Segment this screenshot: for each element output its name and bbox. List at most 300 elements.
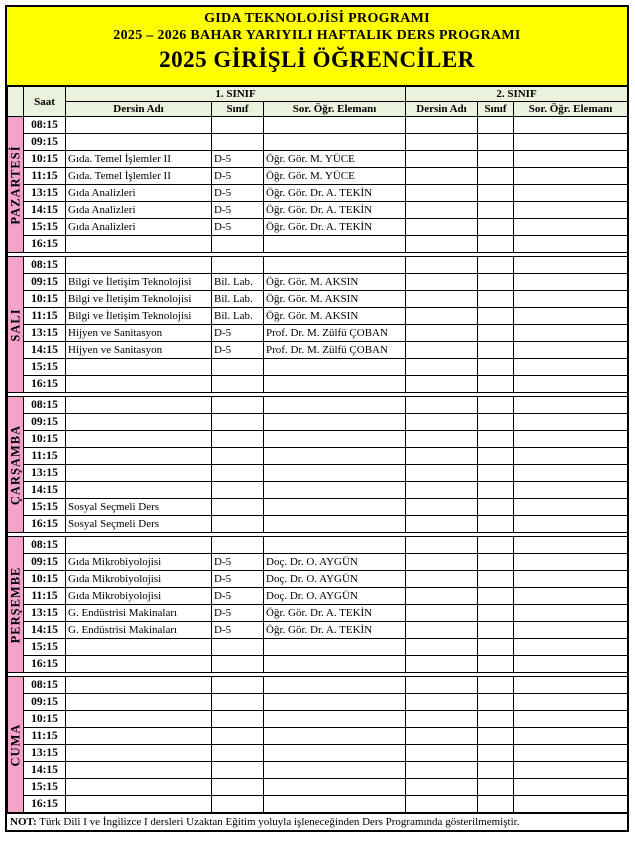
class1-course-cell: Hijyen ve Sanitasyon <box>66 325 212 342</box>
class2-lecturer-cell <box>514 325 628 342</box>
table-row <box>8 694 628 711</box>
class1-lecturer-cell: Prof. Dr. M. Zülfü ÇOBAN <box>264 325 406 342</box>
class2-course-cell <box>406 762 478 779</box>
table-row <box>8 308 628 325</box>
class2-room-cell <box>478 499 514 516</box>
class2-course-header: Dersin Adı <box>406 102 478 117</box>
class2-course-cell <box>406 431 478 448</box>
time-cell: 13:15 <box>24 185 66 202</box>
class2-course-cell <box>406 308 478 325</box>
time-cell: 10:15 <box>24 711 66 728</box>
class2-course-cell <box>406 588 478 605</box>
schedule-table <box>7 86 628 813</box>
time-cell: 08:15 <box>24 397 66 414</box>
time-cell: 08:15 <box>24 677 66 694</box>
class2-lecturer-cell <box>514 588 628 605</box>
class1-lecturer-cell <box>264 537 406 554</box>
class1-room-cell <box>212 448 264 465</box>
class1-room-cell <box>212 499 264 516</box>
class1-lecturer-cell <box>264 448 406 465</box>
class2-lecturer-cell <box>514 571 628 588</box>
class1-lecturer-cell <box>264 414 406 431</box>
class1-lecturer-cell <box>264 711 406 728</box>
class1-room-cell <box>212 397 264 414</box>
class2-lecturer-cell <box>514 291 628 308</box>
class1-room-cell <box>212 431 264 448</box>
footer-note <box>7 813 627 830</box>
class1-lecturer-cell: Öğr. Gör. Dr. A. TEKİN <box>264 622 406 639</box>
class2-lecturer-cell <box>514 762 628 779</box>
class2-room-cell <box>478 151 514 168</box>
table-row <box>8 482 628 499</box>
class1-lecturer-cell <box>264 745 406 762</box>
class1-lecturer-cell: Doç. Dr. O. AYGÜN <box>264 554 406 571</box>
class1-course-cell: Gıda Analizleri <box>66 202 212 219</box>
class2-course-cell <box>406 622 478 639</box>
class2-course-cell <box>406 168 478 185</box>
class2-course-cell <box>406 677 478 694</box>
class1-lecturer-header: Sor. Öğr. Elemanı <box>264 102 406 117</box>
class2-course-cell <box>406 359 478 376</box>
class1-room-cell <box>212 117 264 134</box>
table-row <box>8 588 628 605</box>
class1-course-cell <box>66 236 212 253</box>
class1-course-cell <box>66 257 212 274</box>
class1-course-cell <box>66 134 212 151</box>
time-cell: 10:15 <box>24 151 66 168</box>
class1-lecturer-cell <box>264 656 406 673</box>
time-cell: 13:15 <box>24 745 66 762</box>
table-row <box>8 728 628 745</box>
day-label: CUMA <box>8 723 22 766</box>
table-row <box>8 376 628 393</box>
table-row <box>8 414 628 431</box>
day-label: SALI <box>8 307 22 342</box>
class2-lecturer-cell <box>514 431 628 448</box>
time-cell: 13:15 <box>24 605 66 622</box>
class1-course-cell <box>66 117 212 134</box>
class2-room-cell <box>478 465 514 482</box>
class2-room-cell <box>478 134 514 151</box>
table-row <box>8 134 628 151</box>
class1-lecturer-cell <box>264 257 406 274</box>
class2-course-cell <box>406 151 478 168</box>
class2-course-cell <box>406 219 478 236</box>
class2-lecturer-cell <box>514 482 628 499</box>
table-row <box>8 516 628 533</box>
class1-lecturer-cell <box>264 728 406 745</box>
class2-lecturer-cell <box>514 656 628 673</box>
day-label: PAZARTESİ <box>8 144 22 225</box>
class1-course-cell: Sosyal Seçmeli Ders <box>66 499 212 516</box>
class2-room-cell <box>478 537 514 554</box>
class2-lecturer-cell <box>514 117 628 134</box>
time-cell: 15:15 <box>24 359 66 376</box>
class1-lecturer-cell <box>264 779 406 796</box>
class1-lecturer-cell <box>264 431 406 448</box>
class2-course-cell <box>406 465 478 482</box>
table-row <box>8 291 628 308</box>
class1-course-cell <box>66 397 212 414</box>
class1-lecturer-cell <box>264 499 406 516</box>
class1-room-cell: D-5 <box>212 151 264 168</box>
class2-room-cell <box>478 482 514 499</box>
table-row <box>8 397 628 414</box>
class1-course-cell <box>66 448 212 465</box>
class2-lecturer-cell <box>514 499 628 516</box>
table-row <box>8 465 628 482</box>
time-cell: 11:15 <box>24 168 66 185</box>
class1-room-header: Sınıf <box>212 102 264 117</box>
table-row <box>8 622 628 639</box>
class2-lecturer-cell <box>514 342 628 359</box>
time-cell: 13:15 <box>24 465 66 482</box>
class1-lecturer-cell <box>264 482 406 499</box>
class1-room-cell: D-5 <box>212 588 264 605</box>
class1-course-cell: Gıda Analizleri <box>66 185 212 202</box>
class1-room-cell <box>212 134 264 151</box>
class1-room-cell: D-5 <box>212 325 264 342</box>
class2-lecturer-cell <box>514 274 628 291</box>
day-label-cell <box>8 677 24 813</box>
class2-room-cell <box>478 745 514 762</box>
table-row <box>8 168 628 185</box>
time-cell: 11:15 <box>24 588 66 605</box>
class1-course-cell <box>66 796 212 813</box>
class2-lecturer-cell <box>514 202 628 219</box>
class2-room-cell <box>478 588 514 605</box>
class1-room-cell <box>212 796 264 813</box>
class2-room-cell <box>478 274 514 291</box>
table-row <box>8 151 628 168</box>
class2-room-cell <box>478 448 514 465</box>
table-body <box>8 117 628 813</box>
time-cell: 14:15 <box>24 342 66 359</box>
table-row <box>8 431 628 448</box>
class2-course-cell <box>406 694 478 711</box>
class1-lecturer-cell <box>264 359 406 376</box>
time-cell: 08:15 <box>24 537 66 554</box>
class2-room-cell <box>478 711 514 728</box>
class2-room-cell <box>478 397 514 414</box>
class2-course-cell <box>406 537 478 554</box>
time-cell: 16:15 <box>24 796 66 813</box>
class1-lecturer-cell: Prof. Dr. M. Zülfü ÇOBAN <box>264 342 406 359</box>
class2-room-cell <box>478 236 514 253</box>
day-label-cell <box>8 537 24 673</box>
class1-lecturer-cell: Doç. Dr. O. AYGÜN <box>264 571 406 588</box>
class1-course-cell <box>66 694 212 711</box>
class2-room-cell <box>478 694 514 711</box>
class1-lecturer-cell <box>264 796 406 813</box>
day-column-header <box>8 87 24 117</box>
time-cell: 08:15 <box>24 257 66 274</box>
time-cell: 16:15 <box>24 376 66 393</box>
class2-room-cell <box>478 656 514 673</box>
class1-course-cell <box>66 465 212 482</box>
class2-lecturer-cell <box>514 779 628 796</box>
time-cell: 09:15 <box>24 414 66 431</box>
class2-course-cell <box>406 202 478 219</box>
class1-course-cell <box>66 677 212 694</box>
class1-lecturer-cell: Öğr. Gör. M. AKSIN <box>264 274 406 291</box>
class1-room-cell <box>212 728 264 745</box>
table-row <box>8 342 628 359</box>
class2-course-cell <box>406 605 478 622</box>
class1-lecturer-cell <box>264 677 406 694</box>
table-row <box>8 554 628 571</box>
class2-course-cell <box>406 745 478 762</box>
class2-course-cell <box>406 342 478 359</box>
class2-lecturer-cell <box>514 711 628 728</box>
class1-room-cell: D-5 <box>212 219 264 236</box>
table-row <box>8 762 628 779</box>
class2-lecturer-cell <box>514 448 628 465</box>
class2-course-cell <box>406 448 478 465</box>
class2-room-cell <box>478 622 514 639</box>
time-cell: 09:15 <box>24 694 66 711</box>
table-row <box>8 219 628 236</box>
class2-course-cell <box>406 117 478 134</box>
class1-lecturer-cell <box>264 762 406 779</box>
class1-room-cell: D-5 <box>212 622 264 639</box>
table-row <box>8 711 628 728</box>
class2-course-cell <box>406 291 478 308</box>
class2-lecturer-cell <box>514 151 628 168</box>
class2-course-cell <box>406 482 478 499</box>
table-header <box>8 87 628 117</box>
class1-course-cell: Hijyen ve Sanitasyon <box>66 342 212 359</box>
class1-course-cell: Gıda Mikrobiyolojisi <box>66 588 212 605</box>
class2-room-cell <box>478 414 514 431</box>
class1-lecturer-cell <box>264 639 406 656</box>
class2-course-cell <box>406 414 478 431</box>
class2-course-cell <box>406 325 478 342</box>
program-title: GIDA TEKNOLOJİSİ PROGRAMI <box>204 11 430 26</box>
class1-course-cell: Bilgi ve İletişim Teknolojisi <box>66 308 212 325</box>
class1-room-cell <box>212 779 264 796</box>
class2-lecturer-cell <box>514 236 628 253</box>
class1-room-cell <box>212 414 264 431</box>
table-row <box>8 571 628 588</box>
time-cell: 11:15 <box>24 728 66 745</box>
day-label: PERŞEMBE <box>8 566 22 643</box>
class1-course-cell: Gıda. Temel İşlemler II <box>66 151 212 168</box>
class1-course-cell <box>66 414 212 431</box>
class1-lecturer-cell <box>264 694 406 711</box>
class2-lecturer-cell <box>514 537 628 554</box>
class1-lecturer-cell <box>264 376 406 393</box>
class2-room-cell <box>478 117 514 134</box>
class2-lecturer-cell <box>514 219 628 236</box>
time-cell: 09:15 <box>24 274 66 291</box>
time-cell: 14:15 <box>24 482 66 499</box>
time-cell: 16:15 <box>24 516 66 533</box>
class2-lecturer-cell <box>514 516 628 533</box>
time-cell: 10:15 <box>24 291 66 308</box>
table-row <box>8 745 628 762</box>
class1-lecturer-cell <box>264 465 406 482</box>
class2-course-cell <box>406 236 478 253</box>
time-cell: 11:15 <box>24 448 66 465</box>
class1-course-cell: Gıda Analizleri <box>66 219 212 236</box>
class2-room-cell <box>478 571 514 588</box>
class2-room-cell <box>478 202 514 219</box>
table-row <box>8 779 628 796</box>
class2-room-cell <box>478 554 514 571</box>
table-row <box>8 656 628 673</box>
class2-room-cell <box>478 639 514 656</box>
class2-course-cell <box>406 639 478 656</box>
table-row <box>8 537 628 554</box>
semester-title: 2025 – 2026 BAHAR YARIYILI HAFTALIK DERS PROGRAMI <box>113 28 521 43</box>
class2-course-cell <box>406 185 478 202</box>
class1-course-cell: G. Endüstrisi Makinaları <box>66 605 212 622</box>
table-row <box>8 639 628 656</box>
class2-room-cell <box>478 359 514 376</box>
time-cell: 11:15 <box>24 308 66 325</box>
class1-course-cell <box>66 482 212 499</box>
class1-course-cell: Gıda Mikrobiyolojisi <box>66 571 212 588</box>
table-row <box>8 185 628 202</box>
class1-course-cell: Gıda Mikrobiyolojisi <box>66 554 212 571</box>
day-label-cell <box>8 397 24 533</box>
class2-course-cell <box>406 397 478 414</box>
table-row <box>8 796 628 813</box>
class2-lecturer-cell <box>514 677 628 694</box>
class1-lecturer-cell: Öğr. Gör. M. YÜCE <box>264 151 406 168</box>
note-label: NOT: <box>10 816 37 828</box>
class1-room-cell: D-5 <box>212 605 264 622</box>
class1-room-cell <box>212 762 264 779</box>
class2-lecturer-cell <box>514 796 628 813</box>
class1-lecturer-cell <box>264 117 406 134</box>
class2-course-cell <box>406 134 478 151</box>
class2-room-cell <box>478 728 514 745</box>
class2-room-cell <box>478 605 514 622</box>
class1-room-cell <box>212 516 264 533</box>
class2-course-cell <box>406 554 478 571</box>
day-label-cell <box>8 117 24 253</box>
table-row <box>8 605 628 622</box>
class1-room-cell <box>212 656 264 673</box>
class1-room-cell <box>212 677 264 694</box>
class1-lecturer-cell <box>264 516 406 533</box>
class2-lecturer-cell <box>514 745 628 762</box>
class1-course-cell <box>66 431 212 448</box>
class2-room-cell <box>478 376 514 393</box>
time-cell: 09:15 <box>24 134 66 151</box>
class2-course-cell <box>406 728 478 745</box>
class1-lecturer-cell: Öğr. Gör. M. AKSIN <box>264 291 406 308</box>
class2-lecturer-cell <box>514 257 628 274</box>
time-cell: 10:15 <box>24 571 66 588</box>
class1-course-cell <box>66 762 212 779</box>
table-row <box>8 117 628 134</box>
time-cell: 14:15 <box>24 762 66 779</box>
class1-course-cell <box>66 745 212 762</box>
class1-room-cell <box>212 465 264 482</box>
class2-lecturer-cell <box>514 554 628 571</box>
class1-course-cell <box>66 639 212 656</box>
class1-lecturer-cell <box>264 236 406 253</box>
class1-room-cell: Bil. Lab. <box>212 308 264 325</box>
class1-room-cell: Bil. Lab. <box>212 291 264 308</box>
class2-lecturer-cell <box>514 465 628 482</box>
class2-room-cell <box>478 779 514 796</box>
table-row <box>8 257 628 274</box>
class1-room-cell <box>212 359 264 376</box>
table-row <box>8 677 628 694</box>
class2-room-cell <box>478 291 514 308</box>
class1-room-cell: D-5 <box>212 554 264 571</box>
class1-course-cell <box>66 779 212 796</box>
class2-course-cell <box>406 257 478 274</box>
table-row <box>8 274 628 291</box>
class2-lecturer-cell <box>514 359 628 376</box>
time-column-header: Saat <box>24 87 66 117</box>
day-label: ÇARŞAMBA <box>8 424 22 505</box>
class2-lecturer-cell <box>514 694 628 711</box>
class2-course-cell <box>406 571 478 588</box>
note-text: Türk Dili I ve İngilizce I dersleri Uzaktan Eğitim yoluyla işleneceğinden Ders Programında gösterilmemiştir. <box>36 816 520 828</box>
table-row <box>8 325 628 342</box>
class2-lecturer-header: Sor. Öğr. Elemanı <box>514 102 628 117</box>
class1-course-cell: Gıda. Temel İşlemler II <box>66 168 212 185</box>
class2-lecturer-cell <box>514 622 628 639</box>
time-cell: 14:15 <box>24 202 66 219</box>
class2-course-cell <box>406 796 478 813</box>
class1-course-cell <box>66 711 212 728</box>
class2-room-cell <box>478 796 514 813</box>
class1-lecturer-cell: Doç. Dr. O. AYGÜN <box>264 588 406 605</box>
class1-course-header: Dersin Adı <box>66 102 212 117</box>
cohort-title: 2025 GİRİŞLİ ÖĞRENCİLER <box>159 47 475 72</box>
class2-room-cell <box>478 677 514 694</box>
class2-course-cell <box>406 376 478 393</box>
class2-lecturer-cell <box>514 605 628 622</box>
class1-room-cell <box>212 257 264 274</box>
class1-room-cell <box>212 745 264 762</box>
time-cell: 09:15 <box>24 554 66 571</box>
time-cell: 13:15 <box>24 325 66 342</box>
class2-course-cell <box>406 711 478 728</box>
class1-course-cell <box>66 376 212 393</box>
class1-lecturer-cell: Öğr. Gör. Dr. A. TEKİN <box>264 185 406 202</box>
class1-lecturer-cell <box>264 134 406 151</box>
class2-room-cell <box>478 516 514 533</box>
schedule-sheet <box>5 5 629 832</box>
time-cell: 10:15 <box>24 431 66 448</box>
class2-room-cell <box>478 308 514 325</box>
class1-course-cell <box>66 656 212 673</box>
time-cell: 14:15 <box>24 622 66 639</box>
class2-room-cell <box>478 431 514 448</box>
schedule-header <box>7 7 627 86</box>
class2-room-cell <box>478 342 514 359</box>
class1-course-cell: Sosyal Seçmeli Ders <box>66 516 212 533</box>
class2-lecturer-cell <box>514 397 628 414</box>
class1-room-cell: D-5 <box>212 168 264 185</box>
class1-lecturer-cell: Öğr. Gör. M. YÜCE <box>264 168 406 185</box>
class2-room-cell <box>478 325 514 342</box>
class2-course-cell <box>406 779 478 796</box>
table-row <box>8 448 628 465</box>
class2-room-cell <box>478 257 514 274</box>
class1-room-cell: Bil. Lab. <box>212 274 264 291</box>
class2-lecturer-cell <box>514 168 628 185</box>
class1-course-cell <box>66 537 212 554</box>
